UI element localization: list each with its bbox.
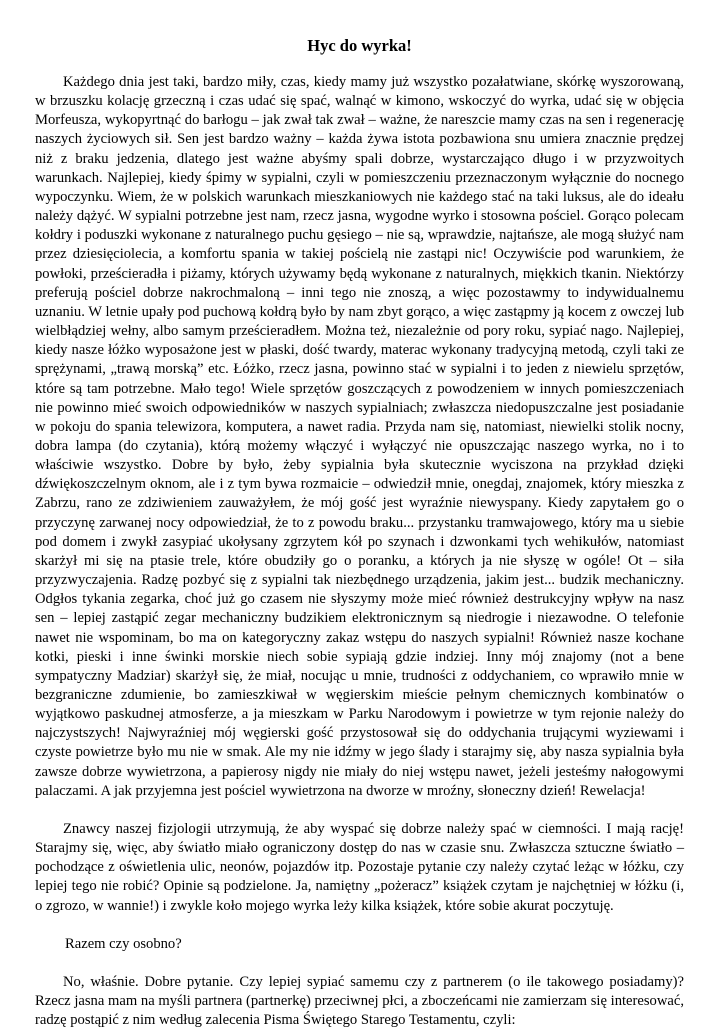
paragraph-gap <box>35 954 684 973</box>
section-heading-together-or-alone: Razem czy osobno? <box>65 935 182 952</box>
document-title: Hyc do wyrka! <box>307 36 412 55</box>
paragraph-gap <box>35 916 684 935</box>
paragraph-sleep-conditions: Każdego dnia jest taki, bardzo miły, czas, kiedy mamy już wszystko pozałatwiane, skórkę wyszorowaną, w brzuszku kolację grzeczną i czas udać się spać, walnąć w kimono, wskoczyć do wyrka, udać się w objęcia Morfeusza, wykopyrtnąć do barłogu – jak zwał tak zwał – ważne, że nareszcie mamy czas na sen i regenerację naszych życiowych sił. Sen jest bardzo ważny – każda żywa istota pozbawiona snu umiera znacznie prędzej niż z braku jedzenia, dlatego jest ważne abyśmy spali dobrze, wystarczająco długo i w przyzwoitych warunkach. Najlepiej, kiedy śpimy w sypialni, czyli w pomieszczeniu przeznaczonym wyłącznie do nocnego wypoczynku. Wiem, że w polskich warunkach mieszkaniowych nie każdego stać na taki luksus, ale do ideału należy dążyć. W sypialni potrzebne jest nam, rzecz jasna, wygodne wyrko i stosowna pościel. Gorąco polecam kołdry i poduszki wykonane z naturalnego puchu gęsiego – nie są, wprawdzie, najtańsze, ale mogą służyć nam przez dziesięciolecia, a komfortu spania w takiej pościelą nie zastąpi nic! Oczywiście pod warunkiem, że powłoki, prześcieradła i piżamy, których używamy będą wykonane z naturalnych, miękkich tkanin. Niektórzy preferują pościel dobrze nakrochmaloną – inni tego nie znoszą, a więc pozostawmy to indywidualnemu uznaniu. W letnie upały pod puchową kołdrą było by nam zbyt gorąco, a więc zastąpmy ją kocem z owczej lub wielbłądziej wełny, albo samym prześcieradłem. Można też, niezależnie od pory roku, sypiać nago. Najlepiej, kiedy nasze łóżko wyposażone jest w płaski, dość twardy, materac wykonany tradycyjną metodą, czyli taki ze sprężynami, „trawą morską” etc. Łóżko, rzecz jasna, powinno stać w sypialni i to jeden z niewielu sprzętów, które są tam potrzebne. Mało tego! Wiele sprzętów goszczących z powodzeniem w innych pomieszczeniach nie powinno mieć swoich odpowiedników w naszych sypialniach; zwłaszcza niedopuszczalne jest posiadanie w pokoju do spania telewizora, komputera, a nawet radia. Przyda nam się, natomiast, niewielki stolik nocny, dobra lampa (do czytania), którą możemy włączyć i wyłączyć nie opuszczając naszego wyrka, no i to właściwie wszystko. Dobre by było, żeby sypialnia była skutecznie wyciszona na przykład dzięki dźwiękoszczelnym oknom, ale i z tym bywa rozmaicie – odwiedził mnie, onegdaj, znajomek, który mieszka z Zabrzu, rano ze zdziwieniem zauważyłem, że mój gość jest wyraźnie niewyspany. Kiedy zapytałem go o przyczynę zarwanej nocy odpowiedział, że to z powodu braku... przystanku tramwajowego, który ma u siebie pod domem i zwykł zasypiać ukołysany zgrzytem kół po szynach i dzwonkami tych wehikułów, natomiast skarżył mi się na ptasie trele, które obudziły go o poranku, a których ja nie słyszę w ogóle! Ot – siła przyzwyczajenia. Radzę pozbyć się z sypialni tak niezbędnego urządzenia, jakim jest... budzik mechaniczny. Odgłos tykania zegarka, choć już go czasem nie słyszymy może mieć również destrukcyjny wpływ na nasz sen – lepiej zastąpić zegar mechaniczny budzikiem elektronicznym są niedrogie i niezawodne. O telefonie nawet nie wspominam, bo ma on kategoryczny zakaz wstępu do naszych sypialni! Również nasze kochane kotki, pieski i inne świnki morskie niech sobie sypiają gdzie indziej. Inny mój znajomy (not a bene sympatyczny Madziar) skarżył się, że miał, nocując u mnie, trudności z oddychaniem, co wprawiło mnie w bezgraniczne zdumienie, bo zamieszkiwał w węgierskim mieście pełnym chemicznych kombinatów o wyjątkowo paskudnej atmosferze, a ja mieszkam w Parku Narodowym i powietrze w tym rejonie należy do najczystszych! Najwyraźniej mój węgierski gość przystosował się do oddychania trującymi wyziewami i czyste powietrze było mu nie w smak. Ale my nie idźmy w jego ślady i starajmy się, aby nasza sypialnia była zawsze dobrze wywietrzona, a papierosy nigdy nie miały do niej wstępu nawet, jeżeli jesteśmy nałogowymi palaczami. A jak przyjemna jest pościel wywietrzona na dworze w mroźny, słoneczny dzień! Rewelacja! <box>35 74 684 799</box>
paragraph-partner: No, właśnie. Dobre pytanie. Czy lepiej sypiać samemu czy z partnerem (o ile takowego posiadamy)? Rzecz jasna mam na myśli partnera (partnerkę) przeciwnej płci, a zboczeńcami nie zamierzam się interesować, radzę postąpić z nim według zalecenia Pisma Świętego Starego Testamentu, czyli: <box>35 973 684 1029</box>
paragraph-gap <box>35 801 684 820</box>
paragraph-darkness: Znawcy naszej fizjologii utrzymują, że aby wyspać się dobrze należy spać w ciemności. I mają rację! Starajmy się, więc, aby światło miało ograniczony dostęp do nas w czasie snu. Zwłaszcza sztuczne światło – pochodzące z oświetlenia ulic, neonów, pojazdów itp. Pozostaje pytanie czy należy czytać leżąc w łóżku, czy lepiej tego nie robić? Opinie są podzielone. Ja, namiętny „pożeracz” książek czytam je najchętniej w łóżku (i, o zgrozo, w wannie!) i zwykle koło mojego wyrka leży kilka książek, które sobie akurat poczytuję. <box>35 820 684 914</box>
